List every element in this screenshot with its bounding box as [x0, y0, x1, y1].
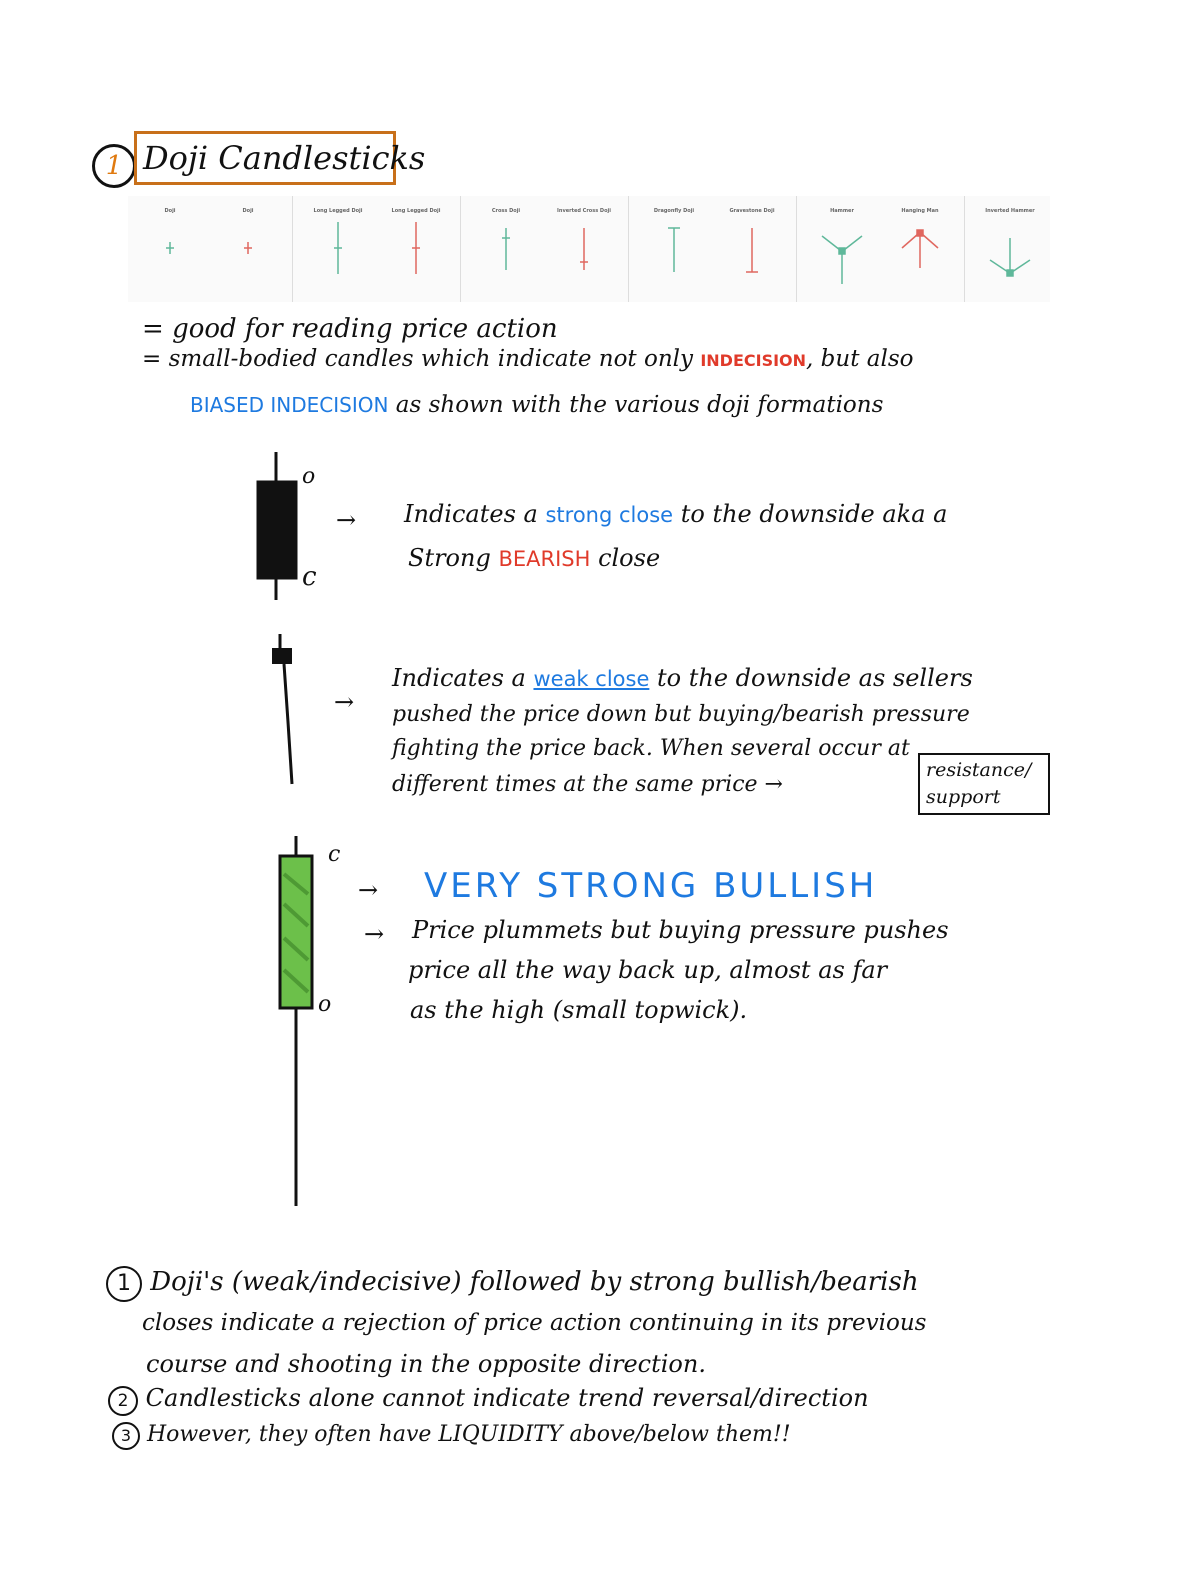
note-text: close — [598, 544, 661, 572]
long-legged-doji-green-shape — [334, 222, 342, 274]
hammer-shape — [822, 236, 862, 284]
inverted-hammer-shape — [990, 238, 1030, 276]
candle2-note-line1 — [392, 664, 973, 692]
note-text: Strong — [408, 544, 491, 572]
doji-label: Inverted Cross Doji — [557, 208, 611, 214]
biased-indecision-highlight: BIASED INDECISION — [190, 393, 389, 417]
candle1-note-line2 — [408, 544, 660, 572]
note-text: Indicates a — [404, 500, 538, 528]
indecision-highlight: INDECISION — [700, 351, 807, 370]
note-text: Indicates a — [392, 664, 526, 692]
conclusion-1-line1 — [106, 1266, 919, 1302]
bearish-highlight: BEARISH — [498, 547, 591, 571]
candle1-note-line1 — [404, 500, 947, 528]
candle2-note-line4: different times at the same price → — [392, 772, 783, 797]
doji-reference-strip — [128, 196, 1050, 302]
page-title: Doji Candlesticks — [134, 131, 396, 185]
bullish-candle-drawing — [262, 834, 332, 1214]
doji-green-shape — [166, 242, 174, 254]
inverted-cross-doji-shape — [580, 228, 588, 270]
bullet-small-bodied — [142, 346, 913, 372]
doji-label: Long Legged Doji — [391, 208, 441, 214]
hanging-man-shape — [902, 230, 938, 268]
close-label: c — [302, 562, 317, 592]
long-legged-doji-red-shape — [412, 222, 420, 274]
doji-label: Dragonfly Doji — [653, 208, 695, 214]
conclusion-1-line2: closes indicate a rejection of price action continuing in its previous — [142, 1310, 927, 1336]
doji-label: Hanging Man — [901, 208, 939, 214]
doji-label: Hammer — [830, 208, 854, 214]
resistance-support-box: resistance/ support — [918, 753, 1050, 815]
arrow-icon: → — [336, 506, 357, 534]
conclusion-number: 2 — [108, 1386, 138, 1416]
conclusion-number: 3 — [112, 1422, 140, 1450]
doji-label: Gravestone Doji — [729, 208, 775, 214]
candle3-note-line2: price all the way back up, almost as far — [408, 956, 888, 984]
title-number: 1 — [92, 144, 136, 188]
conclusion-number: 1 — [106, 1266, 142, 1302]
bullet-biased-indecision — [190, 392, 883, 418]
bullet-prefix: = — [142, 314, 164, 344]
doji-shapes — [128, 196, 1050, 302]
conclusion-text: Candlesticks alone cannot indicate trend reversal/direction — [145, 1384, 869, 1412]
gravestone-doji-shape — [746, 228, 758, 272]
conclusion-text: Doji's (weak/indecisive) followed by strong bullish/bearish — [150, 1267, 919, 1297]
conclusion-3 — [112, 1422, 791, 1450]
conclusion-text: However, they often have LIQUIDITY above/below them!! — [147, 1422, 791, 1447]
doji-red-shape — [244, 242, 252, 254]
arrow-icon: → — [358, 876, 379, 904]
bullet-text: small-bodied candles which indicate not only — [168, 346, 694, 372]
close-label: c — [328, 842, 341, 867]
bullet-text: good for reading price action — [172, 314, 558, 344]
strong-close-highlight: strong close — [545, 503, 674, 527]
arrow-icon: → — [334, 688, 355, 716]
candle2-note-line2: pushed the price down but buying/bearish pressure — [392, 702, 970, 727]
conclusion-1-line3: course and shooting in the opposite direction. — [146, 1350, 706, 1378]
cross-doji-shape — [502, 228, 510, 270]
candle3-note-line1: Price plummets but buying pressure pushes — [412, 916, 949, 944]
note-text: to the downside as sellers — [657, 664, 973, 692]
weak-bearish-candle-drawing — [262, 632, 312, 792]
doji-label: Inverted Hammer — [985, 208, 1035, 214]
open-label: o — [302, 464, 316, 489]
doji-label: Cross Doji — [491, 208, 521, 214]
doji-label: Doji — [242, 208, 254, 214]
conclusion-2 — [108, 1384, 869, 1416]
bullet-good-for-reading — [142, 314, 558, 344]
doji-label: Doji — [164, 208, 176, 214]
arrow-icon: → — [364, 920, 385, 948]
bullet-text-end: , but also — [806, 346, 914, 372]
bullet-prefix: = — [142, 346, 162, 372]
candle2-note-line3: fighting the price back. When several occur at — [392, 736, 910, 761]
dragonfly-doji-shape — [668, 228, 680, 272]
open-label: o — [318, 992, 332, 1017]
bullet-text: as shown with the various doji formations — [395, 392, 884, 418]
candle3-note-line3: as the high (small topwick). — [410, 996, 748, 1024]
weak-close-highlight: weak close — [533, 667, 650, 691]
very-strong-bullish-heading: VERY STRONG BULLISH — [424, 866, 878, 906]
note-text: to the downside aka a — [680, 500, 948, 528]
doji-label: Long Legged Doji — [313, 208, 363, 214]
